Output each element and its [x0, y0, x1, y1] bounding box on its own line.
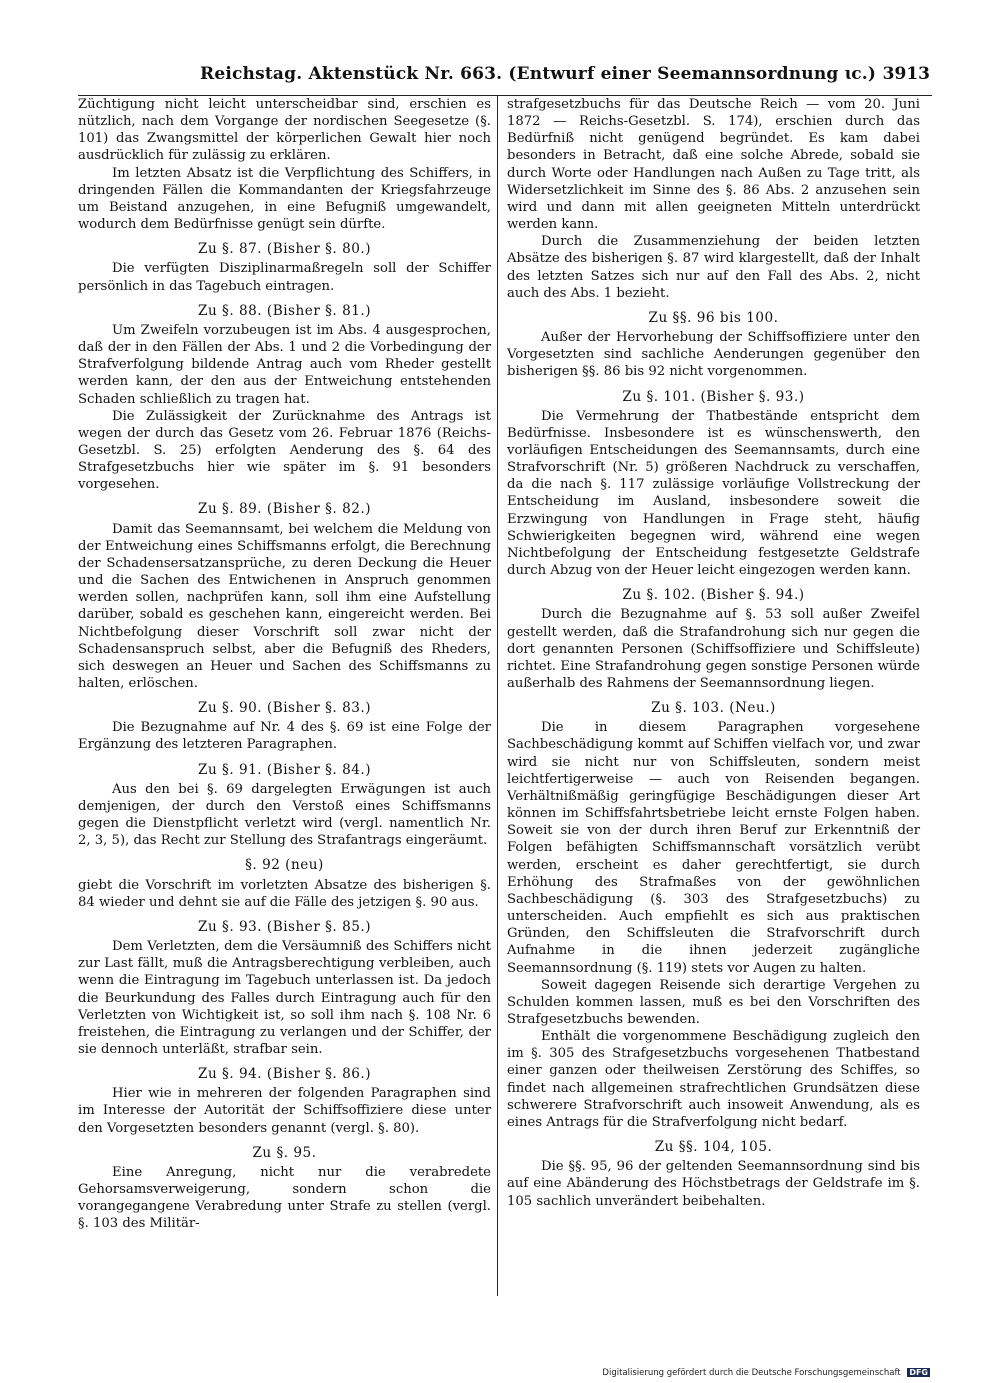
- paragraph: Damit das Seemannsamt, bei welchem die Meldung von der Entweichung eines Schiffsmanns erfolgt, die Berechnung der Schadensersatzansprüche, zu deren Deckung die Heuer und die Sachen des Entwichenen in Anspruch genommen werden sollen, nachprüfen kann, soll ihm eine Aufstellung darüber, sobald es geschehen kann, eingereicht werden. Bei Nichtbefolgung dieser Vorschrift soll zwar nicht der Schadensanspruch selbst, aber die Befugniß des Rheders, sich deswegen an Heuer und Sachen des Schiffsmanns zu halten, erlöschen.: [78, 521, 491, 691]
- paragraph: Die Vermehrung der Thatbestände entspricht dem Bedürfnisse. Insbesondere ist es wünschenswerth, den vorläufigen Entscheidungen des Seemannsamts, durch eine Strafvorschrift (Nr. 5) größeren Nachdruck zu verschaffen, da die nach §. 117 zulässige vorläufige Vollstreckung der Entscheidung im Ausland, insbesondere soweit die Erzwingung von Handlungen in Frage steht, häufig Schwierigkeiten begegnen wird, während eine wegen Nichtbefolgung der Entscheidung festgesetzte Geldstrafe durch Abzug von der Heuer leicht eingezogen werden kann.: [507, 408, 920, 579]
- paragraph: Die §§. 95, 96 der geltenden Seemannsordnung sind bis auf eine Abänderung des Höchstbetrags der Geldstrafe im §. 105 sachlich unverändert beibehalten.: [507, 1159, 920, 1209]
- left-column: [78, 96, 491, 1233]
- paragraph: Um Zweifeln vorzubeugen ist im Abs. 4 ausgesprochen, daß der in den Fällen der Abs. 1 und 2 die Vorbedingung der Strafverfolgung bildende Antrag auch vom Rheder gestellt werden kann, der den aus der Entweichung entstehenden Schaden schließlich zu tragen hat.: [78, 322, 491, 407]
- paragraph: Eine Anregung, nicht nur die verabredete Gehorsamsverweigerung, sondern schon die vorangegangene Verabredung unter Strafe zu stellen (vergl. §. 103 des Militär-: [78, 1164, 491, 1232]
- right-column: [507, 96, 920, 1210]
- paragraph: Züchtigung nicht leicht unterscheidbar sind, erschien es nützlich, nach dem Vorgange der nordischen Seegesetze (§. 101) das Zwangsmittel der körperlichen Gewalt hier noch ausdrücklich für zulässig zu erklären.: [78, 97, 491, 164]
- paragraph: Die in diesem Paragraphen vorgesehene Sachbeschädigung kommt auf Schiffen vielfach vor, und zwar wird sie nicht nur von Schiffsleuten, sondern meist leichtfertigerweise — auch von Reisenden begangen. Verhältnißmäßig geringfügige Beschädigungen dieser Art können im Schiffsfahrtsbetriebe leicht ernste Folgen haben. Soweit sie von der durch ihren Beruf zur Erkenntniß der Folgen befähigten Schiffsmannschaft vorsätzlich verübt werden, erscheint es daher gerechtfertigt, sie durch Erhöhung des Strafmaßes von der gewöhnlichen Sachbeschädigung (§. 303 des Strafgesetzbuchs) zu unterscheiden. Auch empfiehlt es sich aus praktischen Gründen, den Schiffsleuten die Strafvorschrift durch Aufnahme in die ihnen jederzeit zugängliche Seemannsordnung (§. 119) stets vor Augen zu halten.: [507, 720, 920, 976]
- footer-text: Digitalisierung gefördert durch die Deutsche Forschungsgemeinschaft: [602, 1368, 901, 1378]
- section-heading: Zu §. 95.: [252, 1144, 317, 1161]
- paragraph: Im letzten Absatz ist die Verpflichtung des Schiffers, in dringenden Fällen die Kommandanten der Kriegsfahrzeuge um Beistand anzugehen, in eine Befugniß umgewandelt, wodurch dem Bedürfnisse genügt sein dürfte.: [78, 165, 491, 233]
- section-heading: Zu §. 102. (Bisher §. 94.): [622, 587, 805, 604]
- paragraph: Die Bezugnahme auf Nr. 4 des §. 69 ist eine Folge der Ergänzung des letzteren Paragraphen.: [78, 720, 491, 753]
- section-heading: Zu §. 94. (Bisher §. 86.): [198, 1066, 371, 1083]
- section-heading: Zu §. 89. (Bisher §. 82.): [198, 501, 371, 518]
- paragraph: Enthält die vorgenommene Beschädigung zugleich den im §. 305 des Strafgesetzbuchs vorgesehenen Thatbestand einer ganzen oder theilweisen Zerstörung des Schiffes, so findet nach allgemeinen strafrechtlichen Grundsätzen diese schwerere Strafvorschrift auch insoweit Anwendung, als es eines Antrags für die Strafverfolgung nicht bedarf.: [507, 1029, 920, 1130]
- section-heading: Zu §. 101. (Bisher §. 93.): [622, 388, 805, 405]
- section-heading: Zu §. 87. (Bisher §. 80.): [198, 241, 371, 258]
- section-heading: Zu §. 91. (Bisher §. 84.): [198, 761, 371, 778]
- paragraph: giebt die Vorschrift im vorletzten Absatze des bisherigen §. 84 wieder und dehnt sie auf die Fälle des jetzigen §. 90 aus.: [78, 877, 491, 910]
- paragraph: Dem Verletzten, dem die Versäumniß des Schiffers nicht zur Last fällt, muß die Antragsberechtigung verbleiben, auch wenn die Eintragung im Tagebuch unterlassen ist. Da jedoch die Beurkundung des Falles durch Eintragung auch für den Verletzten von Wichtigkeit ist, so soll ihm nach §. 108 Nr. 6 freistehen, die Eintragung zu verlangen und der Schiffer, der sie dennoch unterläßt, strafbar sein.: [78, 939, 491, 1057]
- paragraph: Hier wie in mehreren der folgenden Paragraphen sind im Interesse der Autorität der Schiffsoffiziere diese unter den Vorgesetzten besonders genannt (vergl. §. 80).: [78, 1086, 491, 1136]
- paragraph: Aus den bei §. 69 dargelegten Erwägungen ist auch demjenigen, der durch den Verstoß eines Schiffsmanns gegen die Dienstpflicht verletzt wird (vergl. namentlich Nr. 2, 3, 5), das Recht zur Stellung des Strafantrags eingeräumt.: [78, 781, 491, 849]
- paragraph: Durch die Zusammenziehung der beiden letzten Absätze des bisherigen §. 87 wird klargestellt, daß der Inhalt des letzten Satzes sich nur auf den Fall des Abs. 2, nicht auch des Abs. 1 bezieht.: [507, 234, 920, 301]
- paragraph: Soweit dagegen Reisende sich derartige Vergehen zu Schulden kommen lassen, muß es bei den Vorschriften des Strafgesetzbuchs bewenden.: [507, 977, 920, 1027]
- paragraph: strafgesetzbuchs für das Deutsche Reich — vom 20. Juni 1872 — Reichs-Gesetzbl. S. 174), erschien durch das Bedürfniß nicht genügend begründet. Es kam dabei besonders in Betracht, daß eine solche Abrede, sobald sie durch Worte oder Handlungen nach Außen zu Tage tritt, als Widersetzlichkeit im Sinne des §. 86 Abs. 2 anzusehen sein wird und dann mit allen geeigneten Mitteln unterdrückt werden kann.: [507, 97, 920, 233]
- section-heading: Zu §§. 96 bis 100.: [648, 309, 779, 326]
- paragraph: Die Zulässigkeit der Zurücknahme des Antrags ist wegen der durch das Gesetz vom 26. Februar 1876 (Reichs-Gesetzbl. S. 25) erfolgten Aenderung des §. 64 des Strafgesetzbuchs hier wie später im §. 91 besonders vorgesehen.: [78, 408, 491, 493]
- section-heading: §. 92 (neu): [245, 857, 324, 874]
- dfg-logo: DFG: [909, 1368, 928, 1377]
- page-header: [78, 56, 932, 96]
- section-heading: Zu §. 93. (Bisher §. 85.): [198, 918, 371, 935]
- section-heading: Zu §. 90. (Bisher §. 83.): [198, 700, 371, 717]
- page-number: 3913: [882, 64, 930, 84]
- section-heading: Zu §. 103. (Neu.): [651, 700, 776, 717]
- header-title: Reichstag. Aktenstück Nr. 663. (Entwurf einer Seemannsordnung ɩc.): [200, 64, 877, 84]
- section-heading: Zu §. 88. (Bisher §. 81.): [198, 302, 371, 319]
- paragraph: Außer der Hervorhebung der Schiffsoffiziere unter den Vorgesetzten sind sachliche Aenderungen gegenüber den bisherigen §§. 86 bis 92 nicht vorgenommen.: [507, 330, 920, 380]
- section-heading: Zu §§. 104, 105.: [654, 1139, 773, 1156]
- paragraph: Durch die Bezugnahme auf §. 53 soll außer Zweifel gestellt werden, daß die Strafandrohung sich nur gegen die dort genannten Personen (Schiffsoffiziere und Schiffsleute) richtet. Eine Strafandrohung gegen sonstige Personen würde außerhalb des Rahmens der Seemannsordnung liegen.: [507, 607, 920, 691]
- column-divider: [497, 96, 498, 1296]
- footer-credit: [602, 1368, 930, 1378]
- paragraph: Die verfügten Disziplinarmaßregeln soll der Schiffer persönlich in das Tagebuch eintragen.: [78, 261, 491, 294]
